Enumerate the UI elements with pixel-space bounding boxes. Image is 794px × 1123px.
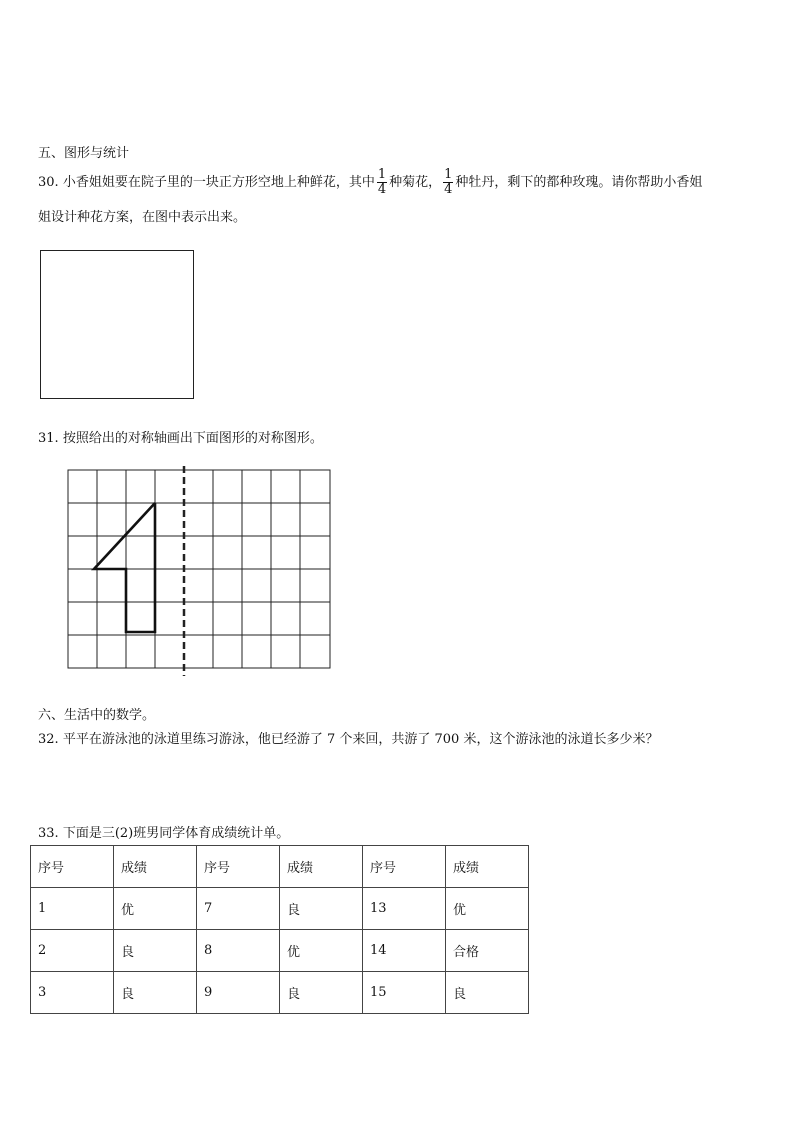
table-cell: 成绩 [114, 846, 197, 888]
question-33-number: 33. [38, 826, 59, 841]
table-cell: 14 [363, 930, 446, 972]
table-cell: 15 [363, 972, 446, 1014]
table-cell: 良 [280, 888, 363, 930]
question-32-text: 平平在游泳池的泳道里练习游泳，他已经游了 7 个来回，共游了 700 米，这个游泳池的泳道长多少米？ [62, 732, 659, 747]
table-cell: 良 [114, 930, 197, 972]
table-cell: 1 [31, 888, 114, 930]
table-row [31, 972, 529, 1014]
given-figure-shape [94, 503, 155, 632]
question-30-number: 30. [38, 175, 59, 190]
question-31-text: 按照给出的对称轴画出下面图形的对称图形。 [62, 431, 323, 446]
table-cell: 良 [446, 972, 529, 1014]
section-six-heading: 六、生活中的数学。 [38, 708, 156, 723]
question-33-text: 下面是三(2)班男同学体育成绩统计单。 [62, 826, 290, 841]
question-30-line-2: 姐设计种花方案，在图中表示出来。 [38, 210, 247, 225]
fraction-one-quarter-chrysanthemum: $\frac{1}{4}$ [377, 167, 387, 197]
table-cell: 序号 [363, 846, 446, 888]
section-five-heading: 五、图形与统计 [38, 146, 130, 161]
question-30-text-b: 种菊花， [389, 175, 442, 190]
pe-scores-table [30, 845, 529, 1014]
question-32-number: 32. [38, 732, 59, 747]
question-30-text-a: 小香姐姐要在院子里的一块正方形空地上种鲜花，其中 [62, 175, 375, 190]
table-row [31, 888, 529, 930]
table-cell: 成绩 [280, 846, 363, 888]
table-cell: 序号 [197, 846, 280, 888]
table-cell: 合格 [446, 930, 529, 972]
question-30-text-c: 种牡丹，剩下的都种玫瑰。请你帮助小香姐 [455, 175, 703, 190]
table-cell: 良 [280, 972, 363, 1014]
table-cell: 9 [197, 972, 280, 1014]
table-cell: 优 [114, 888, 197, 930]
question-32-line [38, 728, 658, 747]
table-row [31, 930, 529, 972]
table-cell: 3 [31, 972, 114, 1014]
table-cell: 序号 [31, 846, 114, 888]
question-31-line [38, 427, 323, 446]
table-cell: 优 [280, 930, 363, 972]
square-garden-drawing-area[interactable] [40, 250, 194, 399]
table-cell: 成绩 [446, 846, 529, 888]
question-33-line [38, 822, 289, 841]
table-cell: 13 [363, 888, 446, 930]
table-cell: 良 [114, 972, 197, 1014]
table-cell: 2 [31, 930, 114, 972]
question-31-number: 31. [38, 431, 59, 446]
table-header-row [31, 846, 529, 888]
question-30-line-1 [38, 168, 702, 197]
symmetry-grid[interactable] [60, 462, 340, 680]
table-cell: 7 [197, 888, 280, 930]
table-cell: 优 [446, 888, 529, 930]
fraction-one-quarter-peony: $\frac{1}{4}$ [444, 167, 453, 197]
table-cell: 8 [197, 930, 280, 972]
